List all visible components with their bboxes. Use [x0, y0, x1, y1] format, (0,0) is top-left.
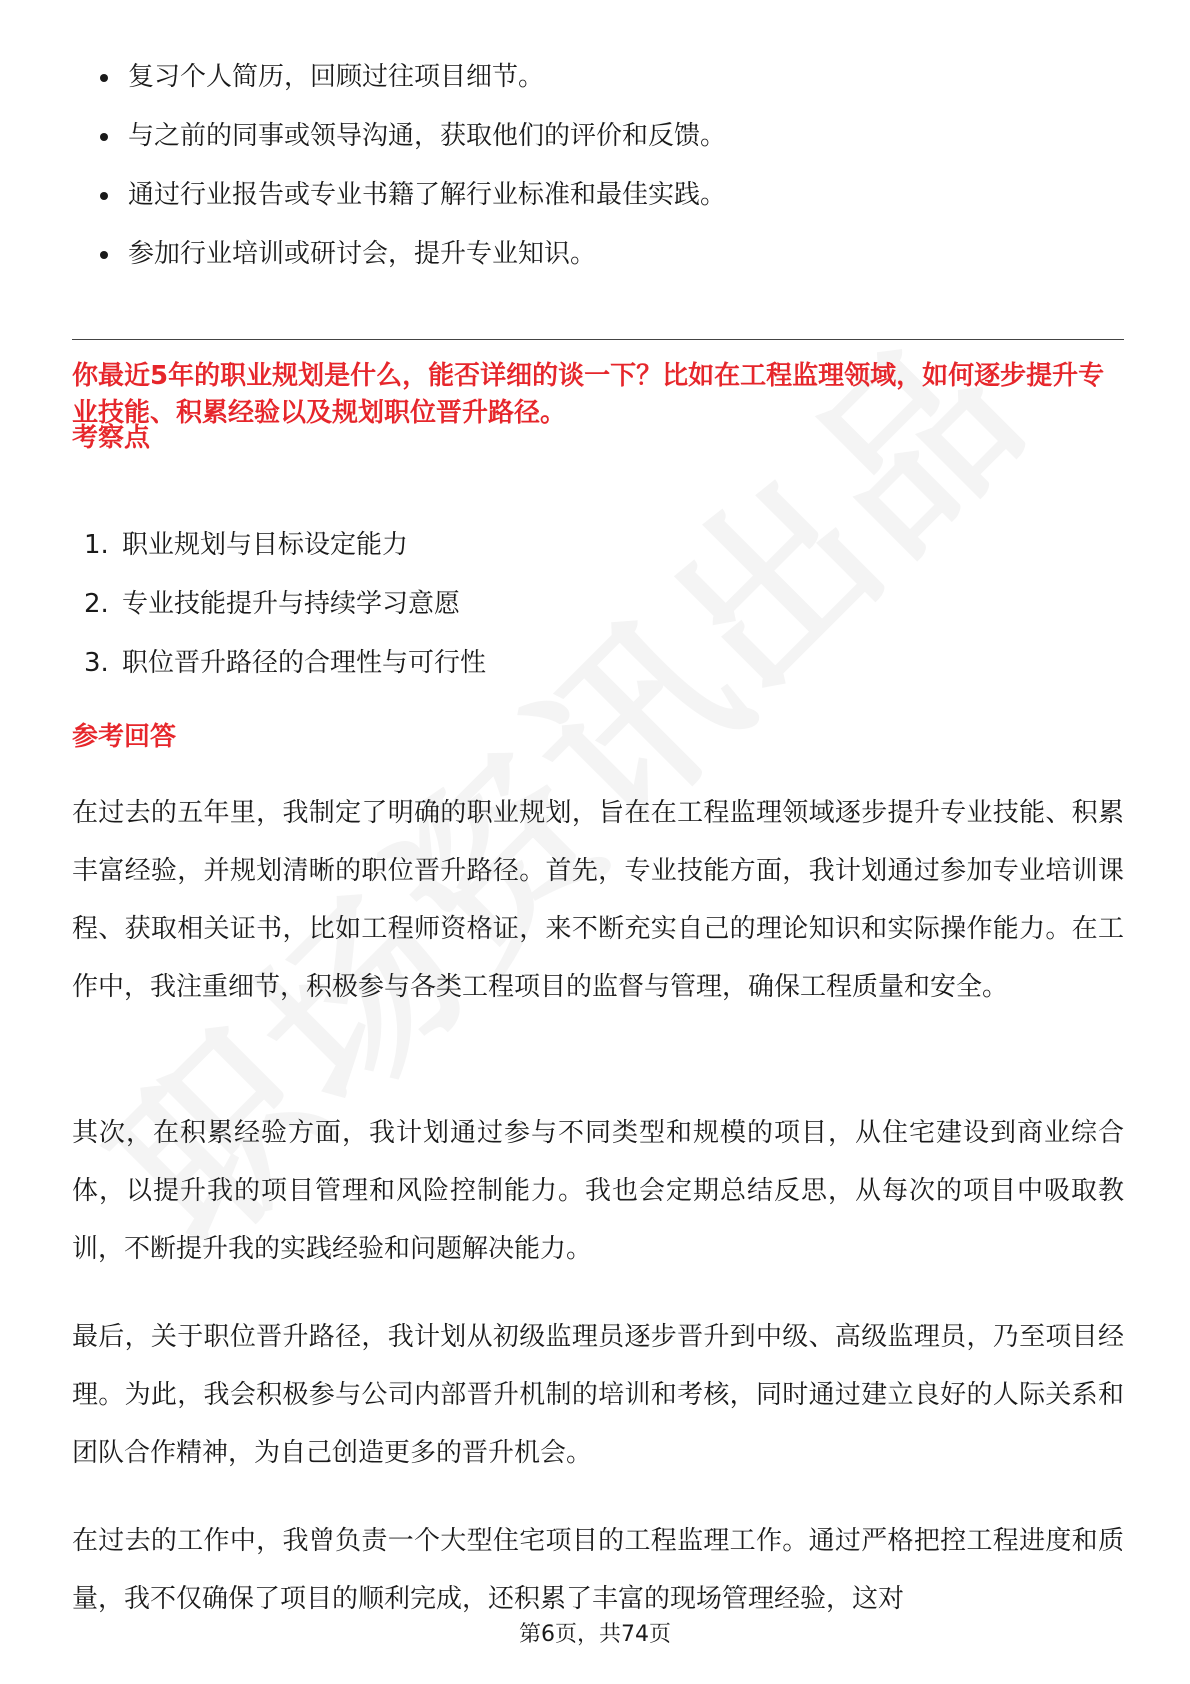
list-item: 参加行业培训或研讨会，提升专业知识。 [100, 239, 726, 269]
question-heading: 你最近5年的职业规划是什么，能否详细的谈一下？比如在工程监理领域，如何逐步提升专业技能、积累经验以及规划职位晋升路径。 [72, 361, 1105, 428]
answer-paragraph: 最后，关于职位晋升路径，我计划从初级监理员逐步晋升到中级、高级监理员，乃至项目经理。为此，我会积极参与公司内部晋升机制的培训和考核，同时通过建立良好的人际关系和团队合作精神，为自己创造更多的晋升机会。 [72, 1322, 1124, 1468]
exam-points-list [84, 530, 486, 707]
exam-points-title: 考察点 [72, 423, 151, 453]
section-divider [72, 339, 1124, 340]
answer-paragraph: 其次，在积累经验方面，我计划通过参与不同类型和规模的项目，从住宅建设到商业综合体，以提升我的项目管理和风险控制能力。我也会定期总结反思，从每次的项目中吸取教训，不断提升我的实践经验和问题解决能力。 [72, 1118, 1124, 1264]
list-item: 3. 职位晋升路径的合理性与可行性 [84, 648, 487, 678]
list-number: 2. [84, 589, 109, 619]
list-item: 1. 职业规划与目标设定能力 [84, 530, 409, 560]
answer-paragraph: 在过去的工作中，我曾负责一个大型住宅项目的工程监理工作。通过严格把控工程进度和质量，我不仅确保了项目的顺利完成，还积累了丰富的现场管理经验，这对 [72, 1526, 1124, 1614]
page-footer: 第6页，共74页 [519, 1622, 671, 1647]
list-item: 通过行业报告或专业书籍了解行业标准和最佳实践。 [100, 180, 726, 210]
prep-bullet-list [100, 62, 726, 298]
list-number: 3. [84, 648, 109, 678]
bullet-dot-icon [100, 133, 108, 141]
bullet-dot-icon [100, 192, 108, 200]
list-item: 与之前的同事或领导沟通，获取他们的评价和反馈。 [100, 121, 726, 151]
answer-title: 参考回答 [72, 722, 177, 752]
answer-paragraph: 在过去的五年里，我制定了明确的职业规划，旨在在工程监理领域逐步提升专业技能、积累丰富经验，并规划清晰的职位晋升路径。首先，专业技能方面，我计划通过参加专业培训课程、获取相关证书，比如工程师资格证，来不断充实自己的理论知识和实际操作能力。在工作中，我注重细节，积极参与各类工程项目的监督与管理，确保工程质量和安全。 [72, 798, 1124, 1002]
bullet-dot-icon [100, 74, 108, 82]
list-item: 复习个人简历，回顾过往项目细节。 [100, 62, 726, 92]
list-item: 2. 专业技能提升与持续学习意愿 [84, 589, 461, 619]
list-number: 1. [84, 530, 109, 560]
bullet-dot-icon [100, 251, 108, 259]
